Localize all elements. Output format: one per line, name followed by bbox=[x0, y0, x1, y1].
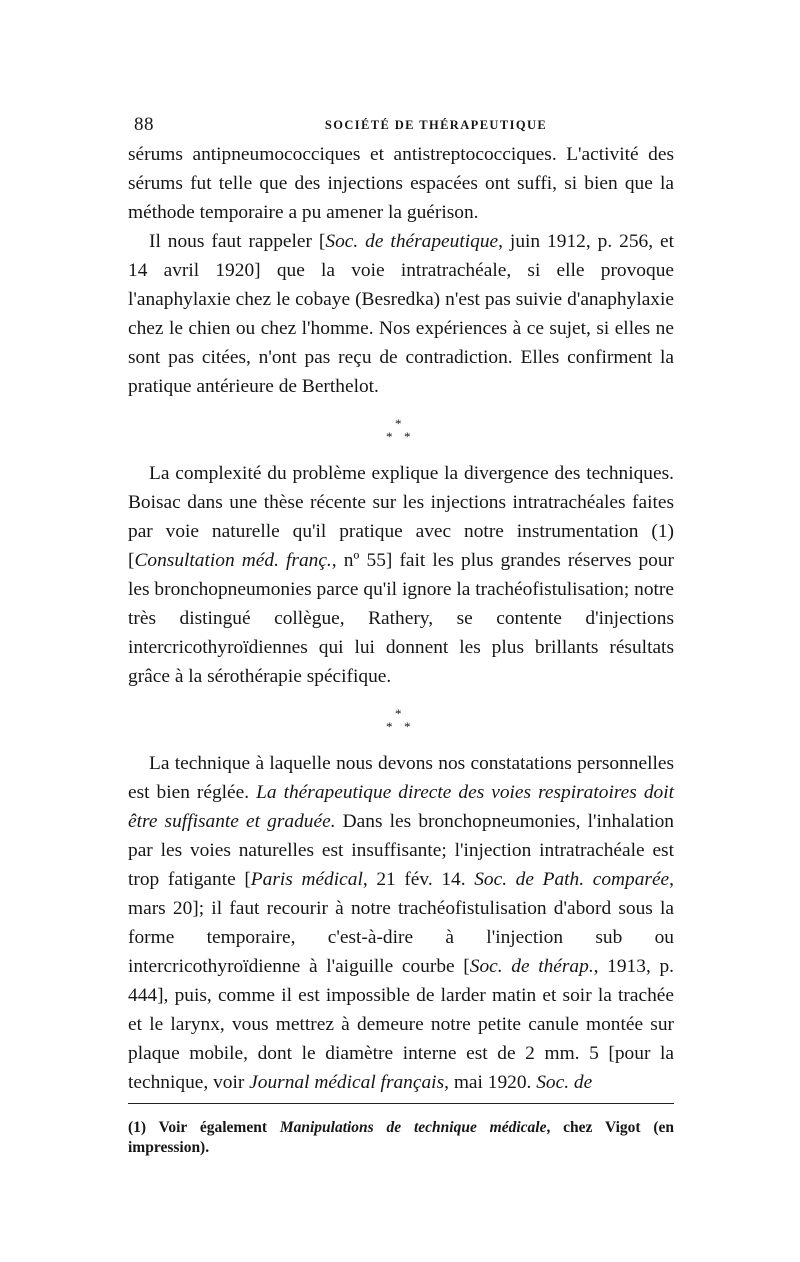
page-header bbox=[128, 100, 674, 140]
asterism-star: * bbox=[395, 706, 402, 721]
footnote bbox=[128, 1118, 674, 1158]
paragraph-3-text-b: , nº 55] fait les plus grandes réserves pour les bronchopneumonies parce qu'il ignore la trachéofistulisation; notre très distingué collègue, Rathery, se contente d'injections intercricothyroïdiennes qui lui donnent les plus brillants résultats grâce à la sérothérapie spécifique. bbox=[128, 550, 675, 687]
paragraph-2-text-b: , juin 1912, p. 256, et 14 avril 1920] que la voie intratrachéale, si elle provoque l'anaphylaxie chez le cobaye (Besredka) n'est pas suivie d'anaphylaxie chez le chien ou chez l'homme. Nos expériences à ce sujet, si elles ne sont pas citées, n'ont pas reçu de contradiction. Elles confirment la pratique antérieure de Berthelot. bbox=[128, 231, 674, 397]
asterism-star: * bbox=[386, 719, 393, 734]
paragraph-4-text-b: Dans les bronchopneumonies, l'inhalation par les voies naturelles est insuffisante; l'injection intratrachéale est trop fatigante [ bbox=[128, 811, 674, 890]
asterism-separator-2 bbox=[381, 691, 421, 749]
paragraph-4-text-c: , 21 fév. 14. bbox=[362, 869, 475, 890]
asterism-star: * bbox=[404, 719, 411, 734]
paragraph-4-italic-e: Journal médical français bbox=[249, 1072, 445, 1093]
paragraph-4-text-e: , 1913, p. 444], puis, comme il est impossible de larder matin et soir la trachée et le larynx, vous mettrez à demeure notre petite canule montée sur plaque mobile, dont le diamètre interne est de 2 mm. 5 [pour la technique, voir bbox=[128, 956, 674, 1093]
paragraph-4-italic-a: La thérapeutique directe des voies respiratoires doit être suffisante et graduée. bbox=[128, 782, 674, 832]
paragraph-4-text-a: La technique à laquelle nous devons nos constatations personnelles est bien réglée. bbox=[128, 753, 674, 803]
paragraph-3-text-a: La complexité du problème explique la divergence des techniques. Boisac dans une thèse récente sur les injections intratrachéales faites par voie naturelle qu'il pratique avec notre instrumentation (1) [ bbox=[128, 463, 674, 571]
paragraph-3-citation: Consultation méd. franç. bbox=[134, 550, 332, 571]
paragraph-4 bbox=[128, 749, 674, 1097]
paragraph-4-text-d: , mars 20]; il faut recourir à notre trachéofistulisation d'abord sous la forme temporaire, c'est-à-dire à l'injection sub ou intercricothyroïdienne à l'aiguille courbe [ bbox=[128, 869, 675, 977]
paragraph-3 bbox=[128, 459, 674, 691]
document-page bbox=[128, 100, 674, 1174]
footnote-text-a: (1) Voir également bbox=[128, 1119, 280, 1136]
paragraph-4-text-f: , mai 1920. bbox=[444, 1072, 537, 1093]
footnote-title: Manipulations de technique médicale bbox=[279, 1119, 547, 1136]
paragraph-4-italic-c: Soc. de Path. comparée bbox=[474, 869, 670, 890]
paragraph-4-italic-b: Paris médical bbox=[250, 869, 363, 890]
footnote-rule bbox=[128, 1103, 674, 1104]
running-head: SOCIÉTÉ DE THÉRAPEUTIQUE bbox=[324, 118, 548, 132]
asterism-star: * bbox=[395, 416, 402, 431]
asterism-star: * bbox=[386, 429, 393, 444]
paragraph-2-citation: Soc. de thérapeutique bbox=[325, 231, 499, 252]
paragraph-1-text: sérums antipneumococciques et antistreptococciques. L'activité des sérums fut telle que des injections espacées ont suffi, si bien que la méthode temporaire a pu amener la guérison. bbox=[128, 144, 674, 223]
asterism-star: * bbox=[404, 429, 411, 444]
paragraph-2 bbox=[128, 227, 674, 401]
footnote-text-b: , chez Vigot (en impression). bbox=[128, 1119, 675, 1156]
page-number: 88 bbox=[134, 114, 154, 135]
asterism-separator-1 bbox=[381, 401, 421, 459]
paragraph-4-italic-d: Soc. de thérap. bbox=[469, 956, 594, 977]
body-text bbox=[128, 140, 674, 1097]
paragraph-4-italic-f: Soc. de bbox=[536, 1072, 593, 1093]
paragraph-2-text-a: Il nous faut rappeler [ bbox=[149, 231, 326, 252]
paragraph-1 bbox=[128, 140, 674, 227]
